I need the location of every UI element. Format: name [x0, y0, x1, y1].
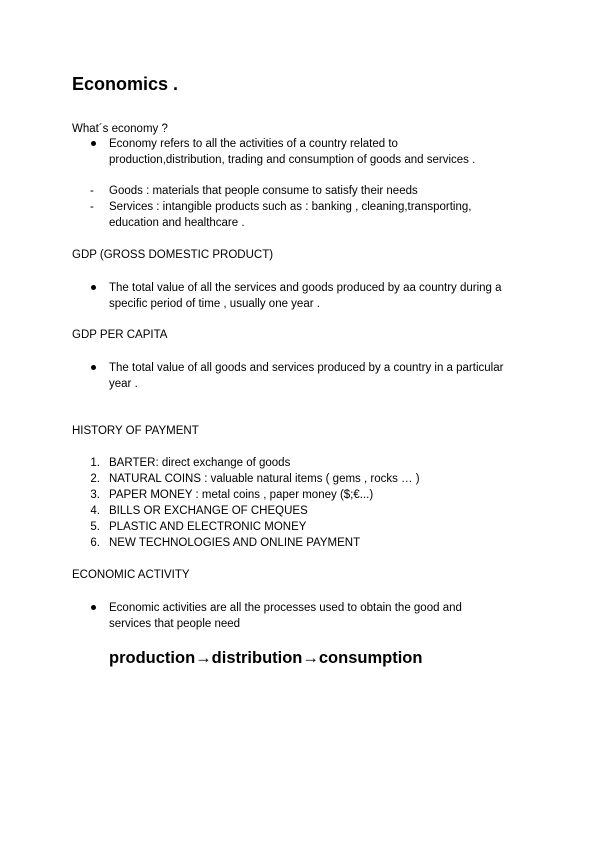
economic-activity-line1: Economic activities are all the processes used to obtain the good and: [109, 602, 462, 614]
list-item: BILLS OR EXCHANGE OF CHEQUES: [109, 505, 308, 517]
services-definition-line1: Services : intangible products such as : banking , cleaning,transporting,: [109, 201, 472, 213]
list-item: NATURAL COINS : valuable natural items ( gems , rocks … ): [109, 473, 420, 485]
bullet-dot-icon: [91, 365, 96, 370]
list-item: PLASTIC AND ELECTRONIC MONEY: [109, 521, 307, 533]
gdp-per-capita-heading: GDP PER CAPITA: [72, 329, 168, 341]
list-number: 3.: [90, 489, 100, 501]
gdp-definition-line1: The total value of all the services and goods produced by aa country during a: [109, 282, 502, 294]
list-item: BARTER: direct exchange of goods: [109, 457, 291, 469]
economic-activity-line2: services that people need: [109, 618, 241, 630]
list-number: 4.: [90, 505, 100, 517]
bullet-dot-icon: [91, 285, 96, 290]
dash-marker: -: [90, 185, 94, 197]
services-definition-line2: education and healthcare .: [109, 217, 245, 229]
economy-definition-line1: Economy refers to all the activities of a country related to: [109, 138, 398, 150]
gdp-per-capita-line2: year .: [109, 378, 138, 390]
economy-definition-line2: production,distribution, trading and consumption of goods and services .: [109, 154, 476, 166]
list-item: NEW TECHNOLOGIES AND ONLINE PAYMENT: [109, 537, 361, 549]
bullet-dot-icon: [91, 605, 96, 610]
page-title: Economics .: [72, 74, 179, 94]
dash-marker: -: [90, 201, 94, 213]
economy-question: What´s economy ?: [72, 123, 168, 135]
history-heading: HISTORY OF PAYMENT: [72, 425, 199, 437]
list-number: 1.: [90, 457, 100, 469]
gdp-definition-line2: specific period of time , usually one year .: [109, 298, 320, 310]
list-number: 6.: [90, 537, 100, 549]
list-item: PAPER MONEY : metal coins , paper money ($;€...): [109, 489, 374, 501]
goods-definition: Goods : materials that people consume to satisfy their needs: [109, 185, 418, 197]
list-number: 2.: [90, 473, 100, 485]
list-number: 5.: [90, 521, 100, 533]
gdp-heading: GDP (GROSS DOMESTIC PRODUCT): [72, 249, 274, 261]
gdp-per-capita-line1: The total value of all goods and services produced by a country in a particular: [109, 362, 504, 374]
economic-activity-heading: ECONOMIC ACTIVITY: [72, 569, 190, 581]
production-flow: production→distribution→consumption: [109, 649, 423, 667]
bullet-dot-icon: [91, 141, 96, 146]
